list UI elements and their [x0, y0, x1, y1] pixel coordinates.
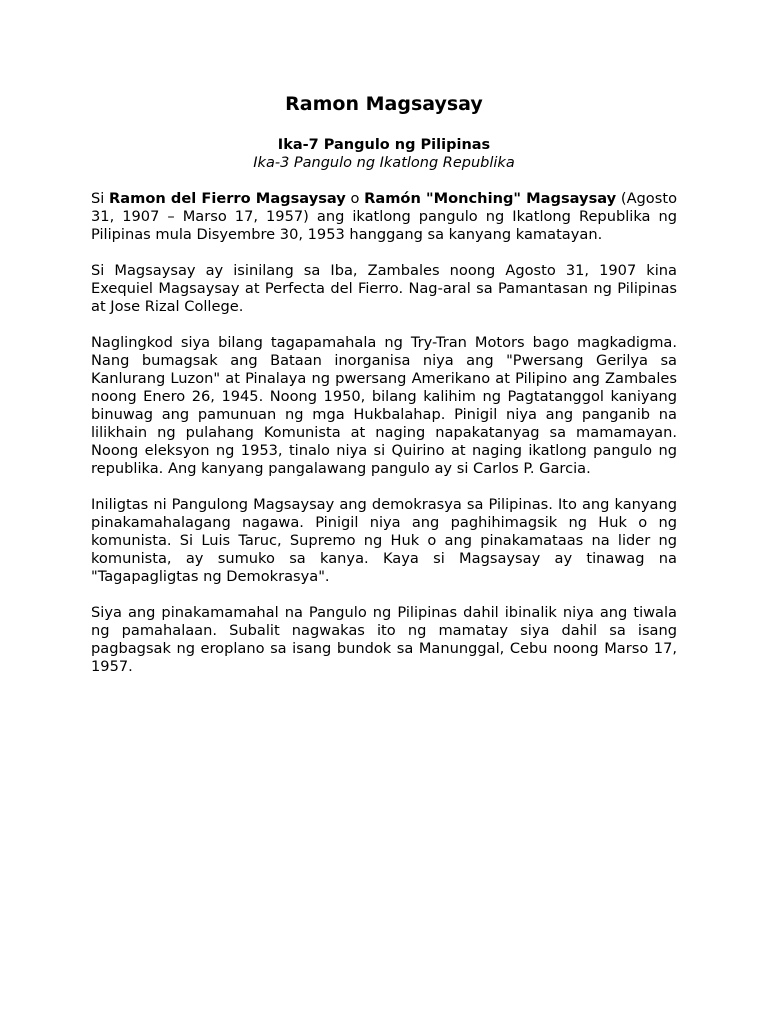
subtitle: Ika-7 Pangulo ng Pilipinas: [277, 137, 491, 153]
paragraph-intro-rest: (Agosto 31, 1907 – Marso 17, 1957) ang ikatlong pangulo ng Ikatlong Republika ng Pilipinas mula Disyembre 30, 1953 hanggang sa kanyang kamatayan.: [91, 190, 677, 243]
subtitle-italic: Ika-3 Pangulo ng Ikatlong Republika: [253, 155, 515, 171]
paragraph-career: Naglingkod siya bilang tagapamahala ng Try-Tran Motors bago magkadigma. Nang bumagsak ang Bataan inorganisa niya ang "Pwersang Gerilya sa Kanlurang Luzon" at Pinalaya ng pwersang Amerikano at Pilipino ang Zambales noong Enero 26, 1945. Noong 1950, bilang kalihim ng Pagtatanggol kaniyang binuwag ang pamunuan ng mga Hukbalahap. Pinigil niya ang panganib na lilikhain ng pulahang Komunista at naging napakatanyag sa mamamayan. Noong eleksyon ng 1953, tinalo niya si Quirino at naging ikatlong pangulo ng republika. Ang kanyang pangalawang pangulo ay si Carlos P. Garcia.: [91, 334, 677, 477]
paragraph-birth: Si Magsaysay ay isinilang sa Iba, Zambales noong Agosto 31, 1907 kina Exequiel Magsaysay at Perfecta del Fierro. Nag-aral sa Pamantasan ng Pilipinas at Jose Rizal College.: [91, 262, 677, 315]
paragraph-democracy: Iniligtas ni Pangulong Magsaysay ang demokrasya sa Pilipinas. Ito ang kanyang pinakamahalagang nagawa. Pinigil niya ang paghihimagsik ng Huk o ng komunista. Si Luis Taruc, Supremo ng Huk o ang pinakamataas na lider ng komunista, ay sumuko sa kanya. Kaya si Magsaysay ay tinawag na "Tagapagligtas ng Demokrasya".: [91, 496, 677, 585]
nickname: Ramón "Monching" Magsaysay: [364, 190, 617, 207]
paragraph-intro-connector: o: [345, 190, 365, 207]
full-name: Ramon del Fierro Magsaysay: [109, 190, 346, 207]
paragraph-intro: [91, 190, 677, 244]
document-page: [91, 92, 677, 676]
paragraph-intro-lead: Si: [91, 190, 110, 207]
page-title: Ramon Magsaysay: [285, 93, 483, 115]
paragraph-death: Siya ang pinakamamahal na Pangulo ng Pilipinas dahil ibinalik niya ang tiwala ng pamahalaan. Subalit nagwakas ito ng mamatay siya dahil sa isang pagbagsak ng eroplano sa isang bundok sa Manunggal, Cebu noong Marso 17, 1957.: [91, 604, 677, 675]
